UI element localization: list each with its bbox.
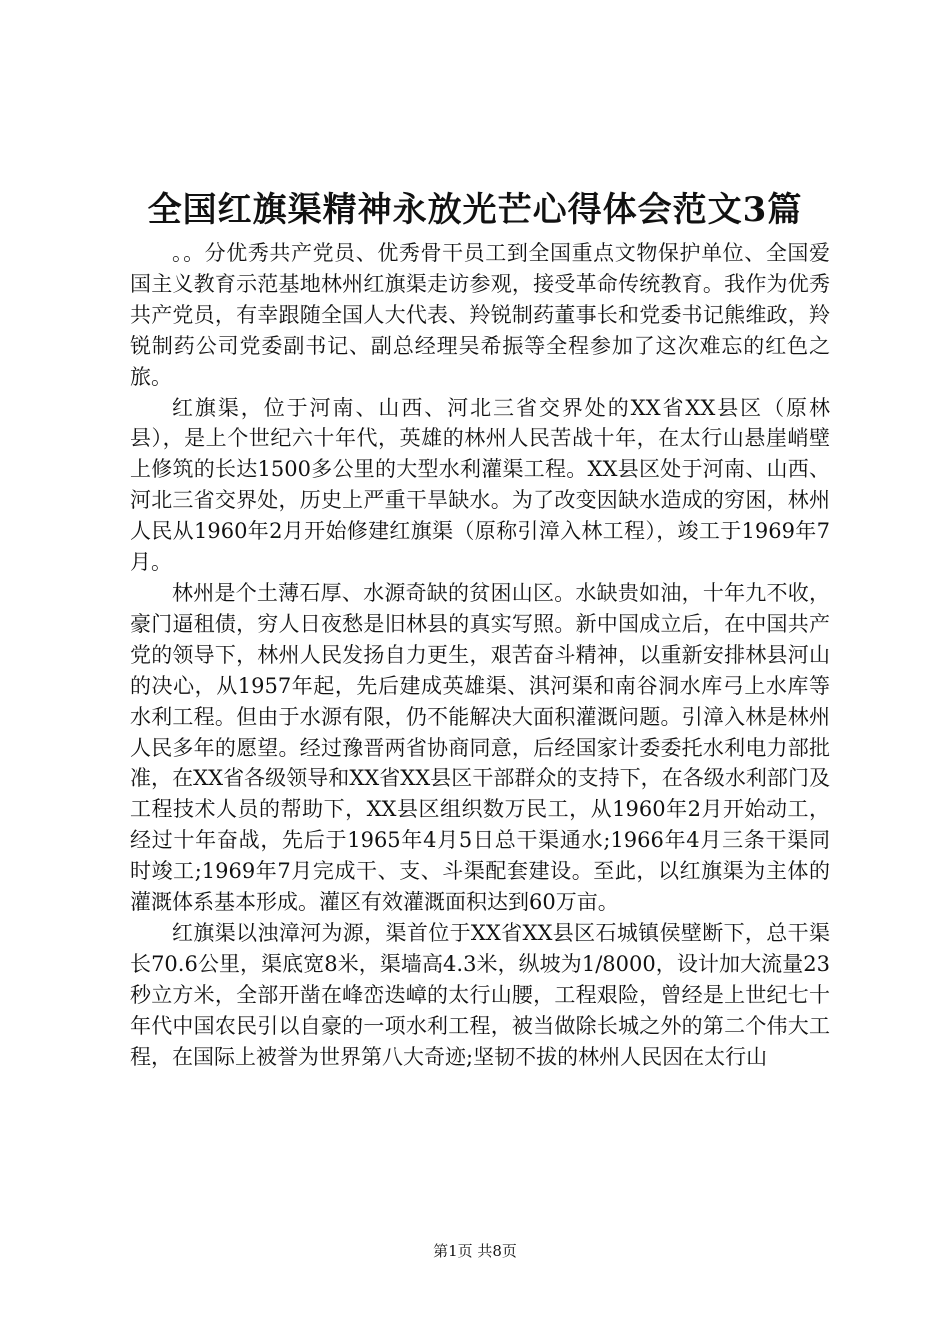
document-body [130,238,830,1072]
page-number-footer: 第1页 共8页 [433,1242,517,1260]
document-title: 全国红旗渠精神永放光芒心得体会范文3篇 [147,190,803,230]
paragraph-3: 林州是个土薄石厚、水源奇缺的贫困山区。水缺贵如油，十年九不收，豪门逼租债，穷人日夜愁是旧林县的真实写照。新中国成立后，在中国共产党的领导下，林州人民发扬自力更生，艰苦奋斗精神，以重新安排林县河山的决心，从1957年起，先后建成英雄渠、淇河渠和南谷洞水库弓上水库等水利工程。但由于水源有限，仍不能解决大面积灌溉问题。引漳入林是林州人民多年的愿望。经过豫晋两省协商同意，后经国家计委委托水利电力部批准，在XX省各级领导和XX省XX县区干部群众的支持下，在各级水利部门及工程技术人员的帮助下，XX县区组织数万民工，从1960年2月开始动工，经过十年奋战，先后于1965年4月5日总干渠通水;1966年4月三条干渠同时竣工;1969年7月完成干、支、斗渠配套建设。至此，以红旗渠为主体的灌溉体系基本形成。灌区有效灌溉面积达到60万亩。 [130,580,830,915]
paragraph-1: 。。分优秀共产党员、优秀骨干员工到全国重点文物保护单位、全国爱国主义教育示范基地林州红旗渠走访参观，接受革命传统教育。我作为优秀共产党员，有幸跟随全国人大代表、羚锐制药董事长和党委书记熊维政，羚锐制药公司党委副书记、副总经理吴希振等全程参加了这次难忘的红色之旅。 [130,241,830,389]
paragraph-4: 红旗渠以浊漳河为源，渠首位于XX省XX县区石城镇侯壁断下，总干渠长70.6公里，渠底宽8米，渠墙高4.3米，纵坡为1/8000，设计加大流量23秒立方米，全部开凿在峰峦迭嶂的太行山腰，工程艰险，曾经是上世纪七十年代中国农民引以自豪的一项水利工程，被当做除长城之外的第二个伟大工程，在国际上被誉为世界第八大奇迹;坚韧不拔的林州人民因在太行山 [130,920,830,1069]
paragraph-2: 红旗渠，位于河南、山西、河北三省交界处的XX省XX县区（原林县），是上个世纪六十年代，英雄的林州人民苦战十年，在太行山悬崖峭壁上修筑的长达1500多公里的大型水利灌渠工程。XX县区处于河南、山西、河北三省交界处，历史上严重干旱缺水。为了改变因缺水造成的穷困，林州人民从1960年2月开始修建红旗渠（原称引漳入林工程），竣工于1969年7月。 [130,395,830,575]
